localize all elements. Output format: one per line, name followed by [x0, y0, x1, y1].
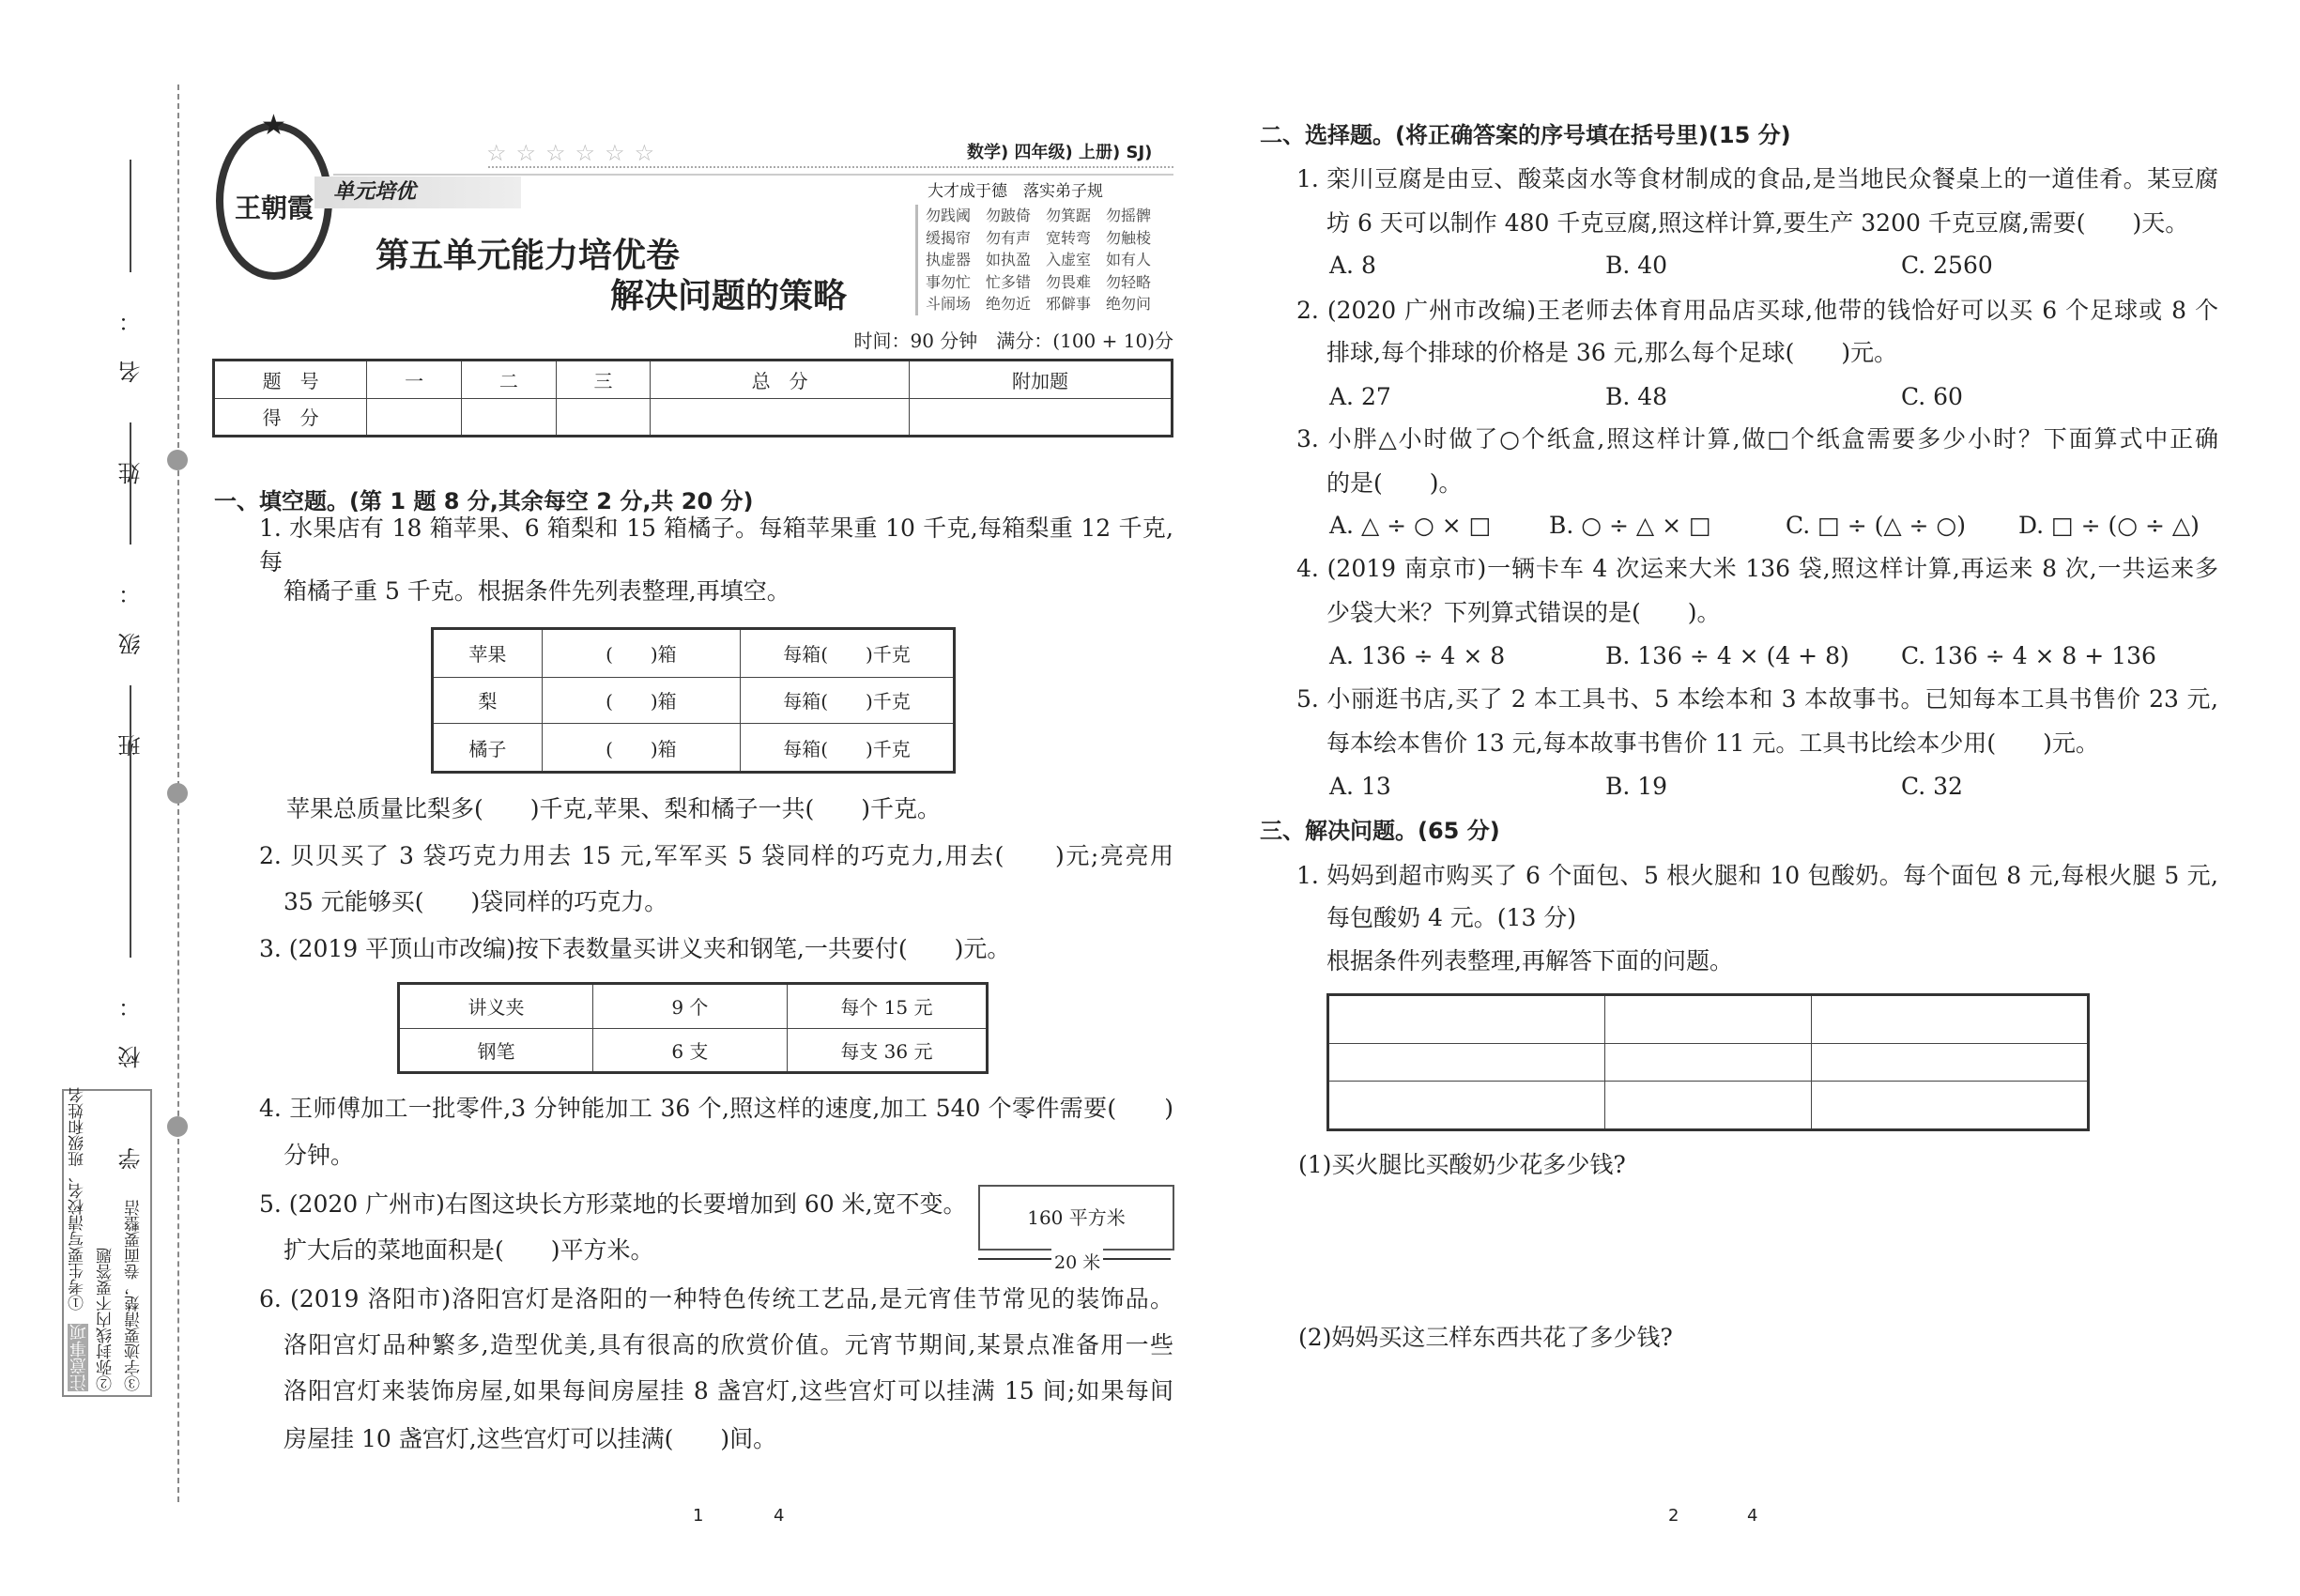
- poem-box: [915, 205, 1151, 315]
- option-c[interactable]: C. 60: [1901, 383, 1963, 410]
- name-line: [130, 160, 131, 272]
- class-line: [130, 422, 131, 545]
- cell: 梨: [433, 677, 543, 724]
- question-text: 少袋大米？下列算式错误的是( )。: [1326, 599, 1721, 626]
- blank-cell[interactable]: [1812, 1044, 2089, 1081]
- question-text: 5. (2020 广州市)右图这块长方形菜地的长要增加到 60 米,宽不变。: [259, 1190, 967, 1218]
- cell: 苹果: [433, 629, 543, 678]
- table-row: [1328, 1044, 2089, 1081]
- table-row: [1328, 1081, 2089, 1129]
- cell: 每支 36 元: [787, 1028, 987, 1073]
- difficulty-stars: ☆☆☆☆☆☆: [486, 140, 665, 166]
- school-label: 学 校：: [118, 967, 145, 1170]
- cell: 总 分: [651, 361, 910, 399]
- score-input[interactable]: [651, 398, 910, 437]
- seal-circle-icon: [167, 783, 188, 804]
- field-rectangle-figure: [978, 1185, 1174, 1251]
- question-text: 35 元能够买( )袋同样的巧克力。: [284, 888, 668, 915]
- option-b[interactable]: B. ○ ÷ △ × □: [1549, 512, 1711, 539]
- crown-icon: ★: [261, 109, 286, 142]
- name-label: 姓 名：: [118, 282, 145, 484]
- blank-cell[interactable]: [1812, 995, 2089, 1044]
- table-row: [214, 398, 1173, 437]
- seal-circle-icon: [167, 450, 188, 470]
- cell: 橘子: [433, 724, 543, 773]
- poem-line: 斗闹场 绝勿近 邪僻事 绝勿问: [926, 295, 1152, 313]
- question-text: 5. 小丽逛书店,买了 2 本工具书、5 本绘本和 3 本故事书。已知每本工具书售价 23 元,: [1296, 685, 2218, 713]
- question-text: 分钟。: [284, 1142, 355, 1169]
- blank-cell[interactable]: [1328, 1081, 1605, 1129]
- logo-text: 王朝霞: [234, 192, 314, 223]
- poem-line: 缓揭帘 勿有声 宽转弯 勿触棱: [926, 228, 1152, 247]
- poem-line: 执虚器 如执盈 入虚室 如有人: [926, 251, 1152, 269]
- time-score-info: 时间：90 分钟 满分：(100 + 10)分: [853, 330, 1173, 352]
- page-title: 第五单元能力培优卷: [376, 236, 681, 275]
- table-row: [214, 361, 1173, 399]
- blank-cell[interactable]: [1604, 1044, 1812, 1081]
- cell: 附加题: [909, 361, 1172, 399]
- question-text: 3. (2019 平顶山市改编)按下表数量买讲义夹和钢笔,一共要付( )元。: [259, 935, 1011, 962]
- tag-edition: SJ: [1126, 143, 1145, 162]
- table-row: [433, 677, 955, 724]
- section-2-heading: 二、选择题。(将正确答案的序号填在括号里)(15 分): [1260, 122, 1791, 148]
- option-b[interactable]: B. 19: [1605, 773, 1668, 800]
- sub-question-1: (1)买火腿比买酸奶少花多少钱?: [1298, 1151, 1626, 1178]
- cell: 每箱( )千克: [741, 724, 955, 773]
- note-3: ③字迹要清楚，卷面要整洁: [125, 1200, 144, 1391]
- unit-banner: 单元培优: [314, 176, 521, 208]
- table-row: [1328, 995, 2089, 1044]
- question-text: 1. 妈妈到超市购买了 6 个面包、5 根火腿和 10 包酸奶。每个面包 8 元,每根火腿 5 元,: [1296, 862, 2218, 889]
- class-label: 班 级：: [118, 554, 145, 757]
- stationery-table: [397, 982, 989, 1074]
- subject-tags: 数学) 四年级) 上册) SJ): [967, 143, 1153, 162]
- page-subtitle: 解决问题的策略: [610, 277, 848, 315]
- table-row: [433, 629, 955, 678]
- section-1-heading: 一、填空题。(第 1 题 8 分,其余每空 2 分,共 20 分): [214, 488, 754, 514]
- section-3-heading: 三、解决问题。(65 分): [1260, 818, 1500, 844]
- question-text: 洛阳宫灯品种繁多,造型优美,具有很高的欣赏价值。元宵节期间,某景点准备用一些: [284, 1331, 1173, 1358]
- score-input[interactable]: [556, 398, 651, 437]
- cell: 钢笔: [399, 1028, 593, 1073]
- option-a[interactable]: A. △ ÷ ○ × □: [1329, 512, 1492, 539]
- tag-subject: 数学: [967, 143, 1001, 162]
- cell: 每箱( )千克: [741, 677, 955, 724]
- question-text: 4. (2019 南京市)一辆卡车 4 次运来大米 136 袋,照这样计算,再运来 8 次,一共运来多: [1296, 555, 2218, 582]
- question-text: 1. 栾川豆腐是由豆、酸菜卤水等食材制成的食品,是当地民众餐桌上的一道佳肴。某豆腐: [1296, 165, 2218, 192]
- cell: ( )箱: [542, 724, 740, 773]
- note-1: ①考生要写清校名、班级和姓名: [69, 1087, 87, 1311]
- option-c[interactable]: C. □ ÷ (△ ÷ ○): [1786, 512, 1966, 539]
- left-page-total: 4: [774, 1506, 785, 1526]
- question-text: 1. 水果店有 18 箱苹果、6 箱梨和 15 箱橘子。每箱苹果重 10 千克,每箱梨重 12 千克,每: [259, 514, 1173, 575]
- question-text: 箱橘子重 5 千克。根据条件先列表整理,再填空。: [284, 577, 790, 605]
- question-text: 的是( )。: [1326, 469, 1463, 497]
- score-input[interactable]: [462, 398, 557, 437]
- question-text: 扩大后的菜地面积是( )平方米。: [284, 1236, 654, 1264]
- option-c[interactable]: C. 136 ÷ 4 × 8 + 136: [1901, 642, 2156, 669]
- question-text: 6. (2019 洛阳市)洛阳宫灯是洛阳的一种特色传统工艺品,是元宵佳节常见的装饰品。: [259, 1285, 1173, 1312]
- score-table: [212, 359, 1173, 437]
- school-line: [130, 685, 131, 958]
- score-input[interactable]: [909, 398, 1172, 437]
- cell: 每箱( )千克: [741, 629, 955, 678]
- sub-question-2: (2)妈妈买这三样东西共花了多少钱?: [1298, 1324, 1673, 1351]
- poem-title: 大才成于德 落实弟子规: [928, 182, 1103, 201]
- poem-line: 勿践阈 勿跛倚 勿箕踞 勿摇髀: [926, 207, 1152, 224]
- fruit-table: [431, 627, 956, 774]
- notes-title: 注意事项: [69, 1324, 89, 1391]
- question-text: 房屋挂 10 盏宫灯,这些宫灯可以挂满( )间。: [284, 1425, 777, 1452]
- cell: 讲义夹: [399, 984, 593, 1029]
- question-text: 根据条件列表整理,再解答下面的问题。: [1326, 947, 1733, 974]
- cell: 9 个: [592, 984, 787, 1029]
- right-page-number: 2: [1668, 1506, 1679, 1526]
- option-b[interactable]: B. 136 ÷ 4 × (4 + 8): [1605, 642, 1849, 669]
- cell: 6 支: [592, 1028, 787, 1073]
- option-c[interactable]: C. 32: [1901, 773, 1963, 800]
- option-b[interactable]: B. 40: [1605, 252, 1668, 279]
- blank-cell[interactable]: [1604, 995, 1812, 1044]
- seal-circle-icon: [167, 1116, 188, 1137]
- question-text: 2. 贝贝买了 3 袋巧克力用去 15 元,军军买 5 袋同样的巧克力,用去( )元;亮亮用: [259, 842, 1173, 869]
- question-text: 排球,每个排球的价格是 36 元,那么每个足球( )元。: [1326, 339, 1898, 366]
- tag-term: 上册: [1079, 143, 1112, 162]
- blank-cell[interactable]: [1812, 1081, 2089, 1129]
- answer-table[interactable]: [1326, 993, 2090, 1131]
- question-text: 洛阳宫灯来装饰房屋,如果每间房屋挂 8 盏宫灯,这些宫灯可以挂满 15 间;如果每间: [284, 1377, 1173, 1404]
- question-text: 3. 小胖△小时做了○个纸盒,照这样计算,做□个纸盒需要多少小时？下面算式中正确: [1296, 425, 2218, 453]
- option-d[interactable]: D. □ ÷ (○ ÷ △): [2018, 512, 2200, 539]
- notes-box: [62, 1089, 152, 1397]
- table-row: [399, 1028, 988, 1073]
- option-a[interactable]: A. 136 ÷ 4 × 8: [1329, 642, 1506, 669]
- question-text: 2. (2020 广州市改编)王老师去体育用品店买球,他带的钱恰好可以买 6 个足球或 8 个: [1296, 297, 2218, 324]
- score-input[interactable]: [367, 398, 462, 437]
- cell: 每个 15 元: [787, 984, 987, 1029]
- cell: 三: [556, 361, 651, 399]
- figure-length-label: 20 米: [1051, 1246, 1103, 1280]
- question-text: 4. 王师傅加工一批零件,3 分钟能加工 36 个,照这样的速度,加工 540 个零件需要( ): [259, 1095, 1173, 1122]
- option-a[interactable]: A. 27: [1329, 383, 1391, 410]
- option-c[interactable]: C. 2560: [1901, 252, 1993, 279]
- left-page-number: 1: [693, 1506, 704, 1526]
- option-b[interactable]: B. 48: [1605, 383, 1668, 410]
- question-text: 每本绘本售价 13 元,每本故事书售价 11 元。工具书比绘本少用( )元。: [1326, 729, 2099, 757]
- table-row: [433, 724, 955, 773]
- cell: ( )箱: [542, 677, 740, 724]
- blank-cell[interactable]: [1328, 995, 1605, 1044]
- blank-cell[interactable]: [1328, 1044, 1605, 1081]
- cell: 得 分: [214, 398, 367, 437]
- cell: ( )箱: [542, 629, 740, 678]
- question-text: 坊 6 天可以制作 480 千克豆腐,照这样计算,要生产 3200 千克豆腐,需要( )天。: [1326, 209, 2189, 237]
- cell: 一: [367, 361, 462, 399]
- note-2: ②弥封线内不要答题: [97, 1248, 115, 1391]
- cell: 题 号: [214, 361, 367, 399]
- cell: 二: [462, 361, 557, 399]
- poem-line: 事勿忙 忙多错 勿畏难 勿轻略: [926, 272, 1152, 291]
- question-text: 每包酸奶 4 元。(13 分): [1326, 904, 1577, 931]
- option-a[interactable]: A. 13: [1329, 773, 1391, 800]
- question-text: 苹果总质量比梨多( )千克,苹果、梨和橘子一共( )千克。: [286, 795, 941, 822]
- blank-cell[interactable]: [1604, 1081, 1812, 1129]
- figure-area-label: 160 平方米: [1027, 1206, 1126, 1229]
- tag-grade: 四年级: [1014, 143, 1066, 162]
- right-page-total: 4: [1747, 1506, 1758, 1526]
- option-a[interactable]: A. 8: [1329, 252, 1376, 279]
- header-dashed-rule: [488, 166, 1173, 168]
- table-row: [399, 984, 988, 1029]
